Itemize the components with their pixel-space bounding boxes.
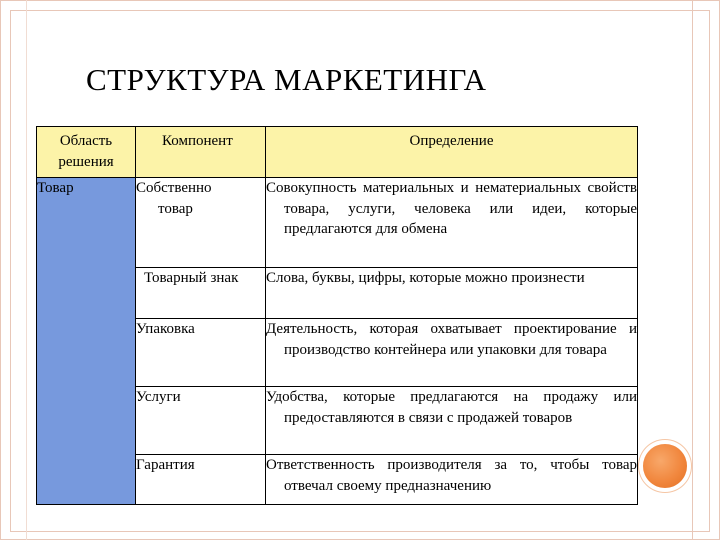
header-area [37, 127, 136, 178]
definition-text: Удобства, которые предлагаются на продажу или предоставляются в связи с продажей товаров [266, 389, 637, 426]
definition-text: Слова, буквы, цифры, которые можно произнести [266, 270, 585, 286]
frame-right-line [692, 0, 693, 540]
slide-title: СТРУКТУРА МАРКЕТИНГА [86, 62, 487, 97]
definition-cell [266, 387, 638, 455]
component-cell: Услуги [136, 387, 266, 455]
component-cell [136, 178, 266, 268]
area-cell-tovar: Товар [37, 178, 136, 505]
header-component: Компонент [136, 127, 266, 178]
component-cell: Упаковка [136, 319, 266, 387]
table-row [37, 178, 638, 268]
definition-cell [266, 455, 638, 505]
header-definition: Определение [266, 127, 638, 178]
decorative-orange-circle [643, 444, 687, 488]
definition-text: Ответственность производителя за то, чтобы товар отвечал своему предназначению [266, 457, 637, 494]
marketing-structure-table [36, 126, 638, 505]
component-cell: Гарантия [136, 455, 266, 505]
frame-left-line [26, 0, 27, 540]
header-area-line2: решения [58, 153, 114, 170]
component-line2: товар [158, 200, 193, 217]
definition-text: Деятельность, которая охватывает проектирование и производство контейнера или упаковки для товара [266, 321, 637, 358]
definition-cell [266, 178, 638, 268]
definition-text: Совокупность материальных и нематериальных свойств товара, услуги, человека или идеи, которые предлагаются для обмена [266, 180, 637, 238]
definition-cell [266, 319, 638, 387]
header-area-line1: Область [59, 133, 113, 149]
definition-cell [266, 268, 638, 319]
table-header-row [37, 127, 638, 178]
component-cell: Товарный знак [136, 268, 266, 319]
component-line1: Собственно [136, 180, 212, 196]
